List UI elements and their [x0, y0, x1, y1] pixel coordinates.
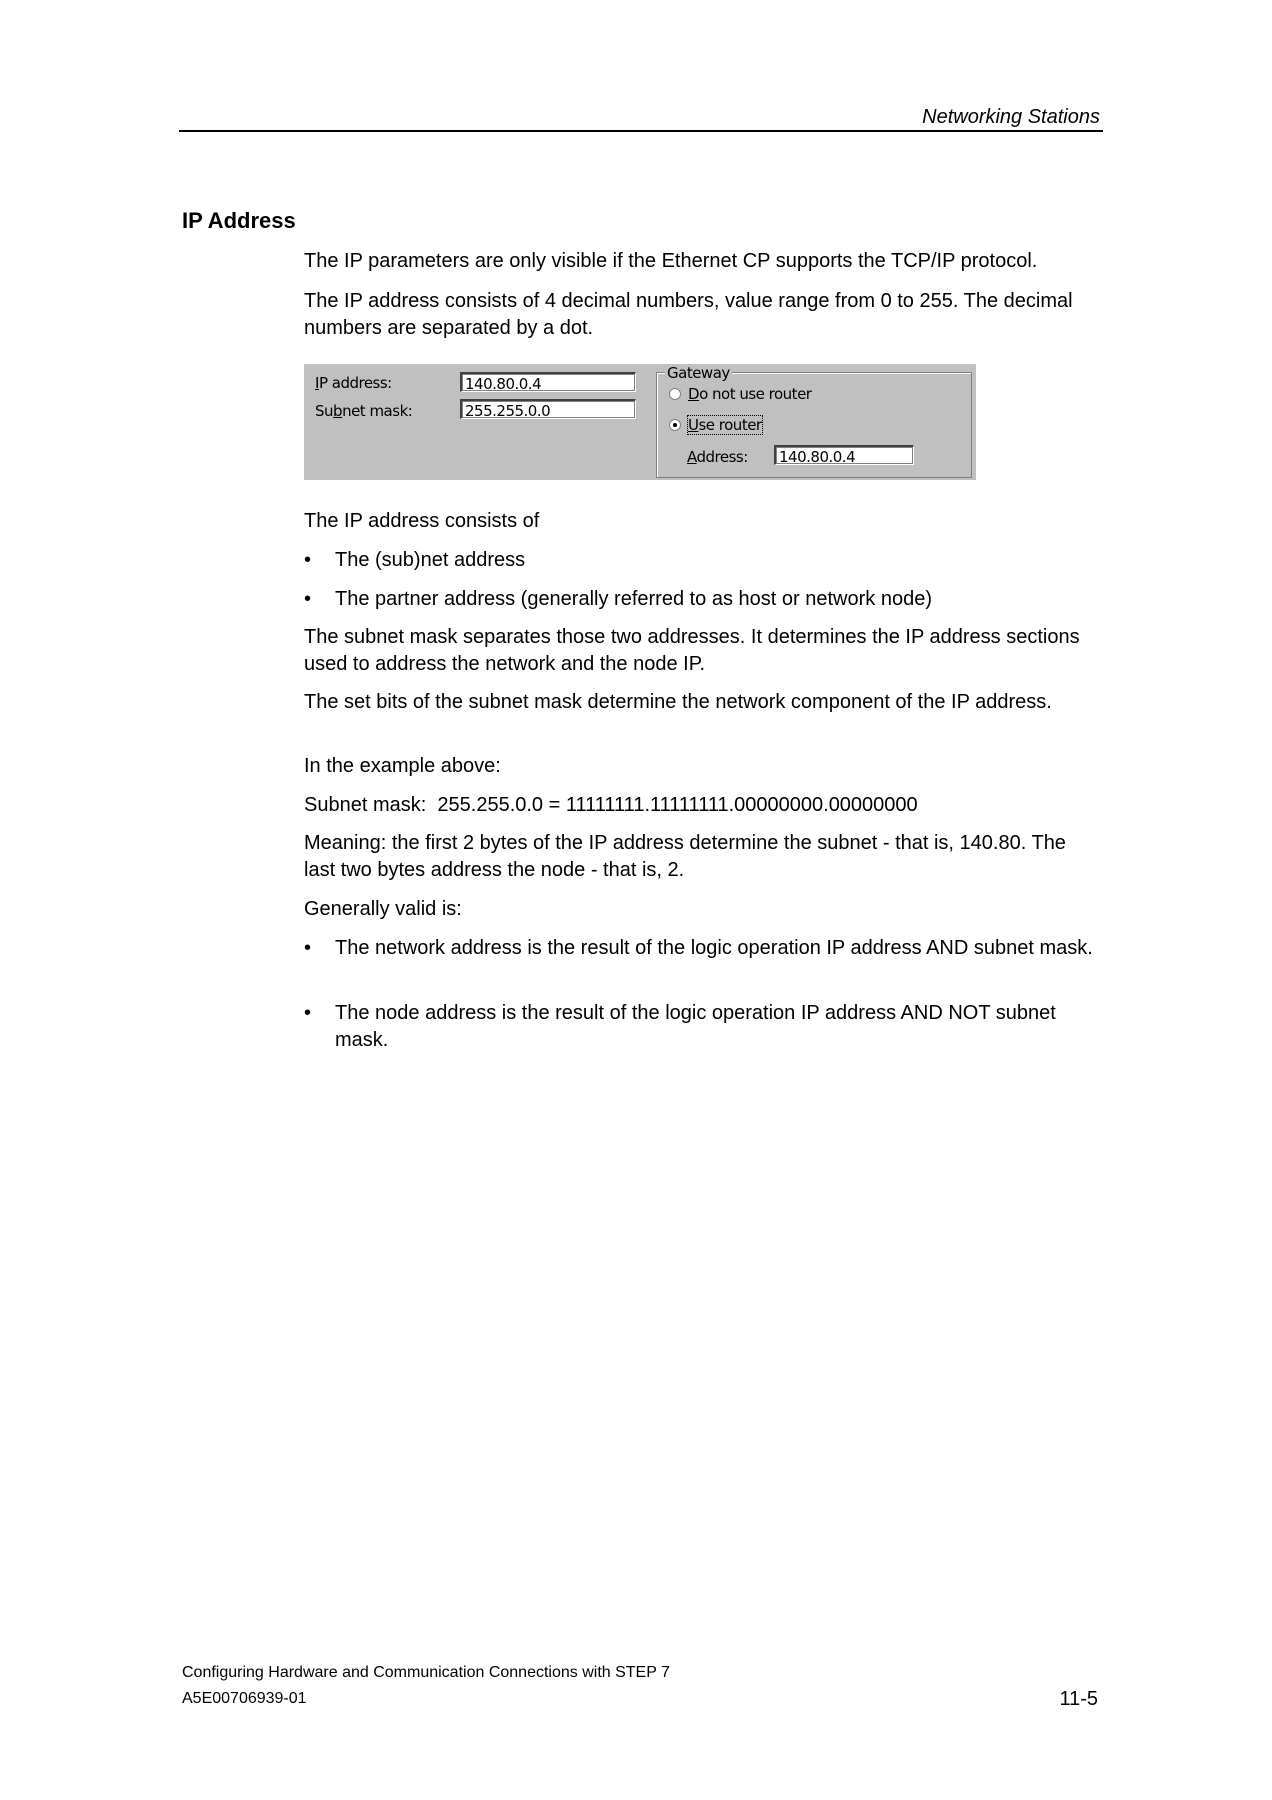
paragraph: The IP address consists of	[304, 510, 540, 532]
list-item: • The (sub)net address	[304, 547, 1104, 574]
running-header: Networking Stations	[922, 106, 1100, 128]
do-not-use-router-label[interactable]: Do not use router	[688, 385, 812, 403]
footer-doc-number: A5E00706939-01	[182, 1690, 307, 1707]
bullet: •	[304, 937, 312, 959]
ip-settings-dialog	[304, 364, 976, 480]
paragraph: Meaning: the first 2 bytes of the IP address determine the subnet - that is, 140.80. The last two bytes address the node - that is, 2.	[304, 832, 1066, 881]
ip-address-label: IP address:	[315, 374, 392, 392]
header-rule	[179, 130, 1103, 132]
gateway-title: Gateway	[667, 364, 730, 382]
ip-address-input[interactable]: 140.80.0.4	[460, 372, 636, 392]
subnet-mask-label: Subnet mask:	[315, 402, 413, 420]
paragraph: The IP address consists of 4 decimal numbers, value range from 0 to 255. The decimal numbers are separated by a dot.	[304, 290, 1073, 339]
paragraph: The set bits of the subnet mask determine the network component of the IP address.	[304, 691, 1052, 713]
paragraph: In the example above:	[304, 755, 501, 777]
list-item: • The node address is the result of the logic operation IP address AND NOT subnet mask.	[304, 1002, 1056, 1051]
paragraph: The subnet mask separates those two addresses. It determines the IP address sections used to address the network and the node IP.	[304, 626, 1080, 675]
subnet-mask-input[interactable]: 255.255.0.0	[460, 399, 636, 419]
paragraph: Generally valid is:	[304, 898, 462, 920]
bullet: •	[304, 588, 312, 610]
footer-title: Configuring Hardware and Communication Connections with STEP 7	[182, 1664, 670, 1681]
list-item: • The network address is the result of the logic operation IP address AND subnet mask.	[304, 935, 1104, 962]
page-number: 11-5	[1059, 1688, 1098, 1710]
paragraph: Subnet mask: 255.255.0.0 = 11111111.11111111.00000000.00000000	[304, 794, 918, 816]
use-router-radio[interactable]	[669, 419, 681, 431]
router-address-label: Address:	[687, 448, 748, 466]
bullet: •	[304, 1002, 312, 1024]
paragraph: The IP parameters are only visible if the Ethernet CP supports the TCP/IP protocol.	[304, 250, 1038, 272]
list-item: • The partner address (generally referred to as host or network node)	[304, 586, 1104, 613]
use-router-label[interactable]: Use router	[688, 416, 762, 434]
router-address-input[interactable]: 140.80.0.4	[774, 445, 914, 465]
gateway-groupbox	[656, 364, 972, 478]
section-heading: IP Address	[182, 208, 296, 233]
bullet: •	[304, 549, 312, 571]
do-not-use-router-radio[interactable]	[669, 388, 681, 400]
